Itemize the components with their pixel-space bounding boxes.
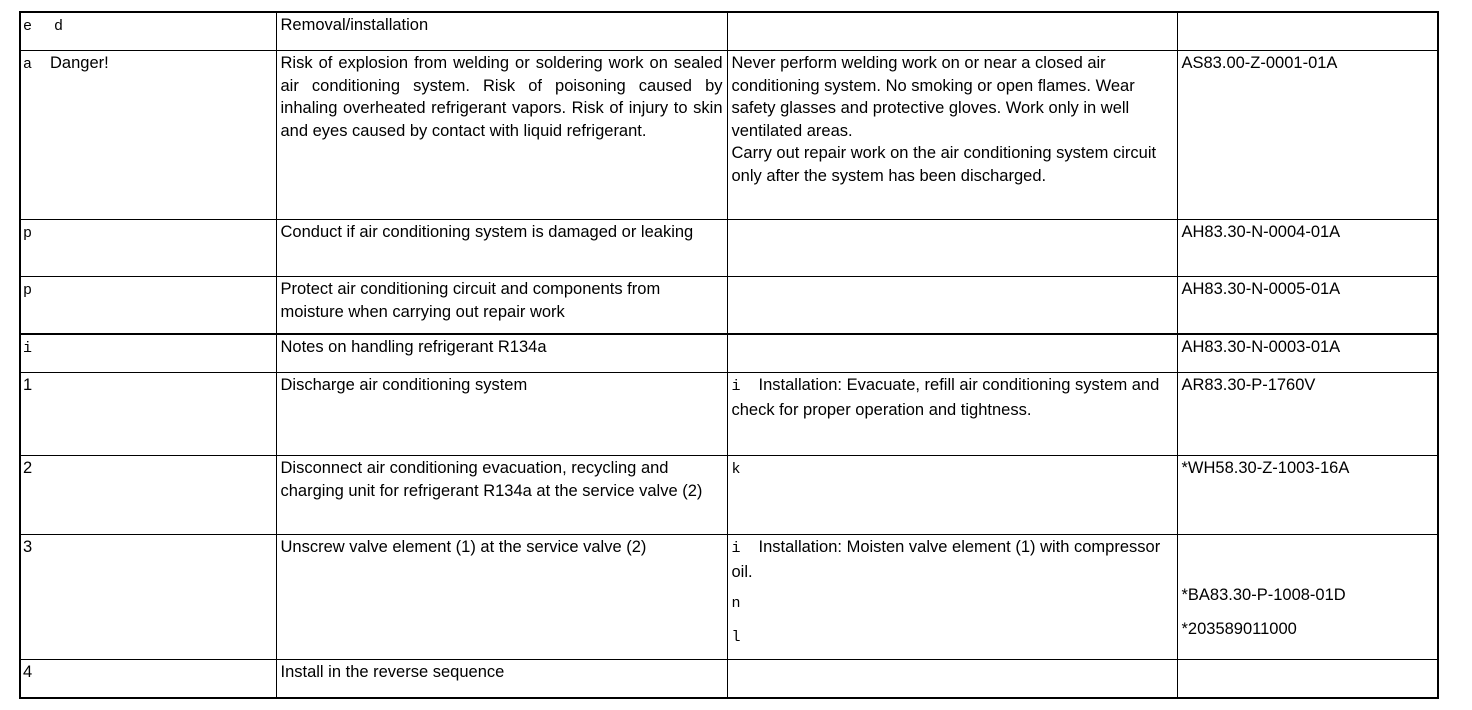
header-symbol-cell: [20, 12, 276, 51]
step-row-4: [20, 660, 1438, 699]
sub-item: [732, 591, 1173, 659]
note-row: [20, 277, 1438, 335]
info-empty-cell: [727, 334, 1177, 373]
danger-label: Danger!: [50, 54, 109, 72]
step-text: Unscrew valve element (1) at the service valve (2): [276, 535, 727, 660]
installation-label: Installation:: [758, 376, 842, 394]
note-symbol-cell: [20, 277, 276, 335]
note-row: [20, 220, 1438, 277]
removal-symbol-icon: e: [23, 18, 33, 35]
header-empty-cell: [727, 12, 1177, 51]
info-ref[interactable]: AH83.30-N-0003-01A: [1177, 334, 1438, 373]
step-note-text: Moisten valve element (1) with compressor oil.: [731, 538, 1161, 581]
note-ref[interactable]: AH83.30-N-0004-01A: [1177, 220, 1438, 277]
note-empty-cell: [727, 220, 1177, 277]
danger-label-cell: [20, 51, 276, 220]
special-tool-icon: l: [731, 629, 741, 646]
installation-label: Installation:: [758, 538, 842, 556]
note-text: Conduct if air conditioning system is damaged or leaking: [276, 220, 727, 277]
step-ref-cell: [1177, 535, 1438, 660]
step-note-cell: [727, 456, 1177, 535]
note-text: Protect air conditioning circuit and components from moisture when carrying out repair work: [276, 277, 727, 335]
step-text: Install in the reverse sequence: [276, 660, 727, 699]
installation-symbol-icon: d: [54, 18, 64, 35]
step-text: Discharge air conditioning system: [276, 373, 727, 456]
tightening-torque-icon: n: [731, 595, 741, 612]
step-note-cell: [727, 535, 1177, 660]
danger-measures-cell: [727, 51, 1177, 220]
step-row-3: [20, 535, 1438, 660]
step-text: Disconnect air conditioning evacuation, recycling and charging unit for refrigerant R134a at the service valve (2): [276, 456, 727, 535]
step-number: 4: [20, 660, 276, 699]
step-note-text: Evacuate, refill air conditioning system and check for proper operation and tightness.: [731, 376, 1160, 419]
note-symbol-icon: p: [23, 225, 33, 242]
step-row-2: [20, 456, 1438, 535]
workshop-equipment-icon: k: [731, 461, 741, 478]
torque-ref[interactable]: *BA83.30-P-1008-01D: [1181, 586, 1346, 604]
info-symbol-icon: i: [731, 378, 741, 395]
note-ref[interactable]: AH83.30-N-0005-01A: [1177, 277, 1438, 335]
info-symbol-icon: i: [731, 540, 741, 557]
step-note: [732, 536, 1173, 583]
info-text: Notes on handling refrigerant R134a: [276, 334, 727, 373]
info-symbol-icon: i: [23, 340, 33, 357]
tool-ref[interactable]: *203589011000: [1181, 620, 1297, 638]
danger-symbol-icon: a: [23, 56, 33, 73]
danger-ref[interactable]: AS83.00-Z-0001-01A: [1177, 51, 1438, 220]
danger-row: [20, 51, 1438, 220]
info-row: [20, 334, 1438, 373]
step-ref[interactable]: AR83.30-P-1760V: [1177, 373, 1438, 456]
danger-measure-2: Carry out repair work on the air conditioning system circuit only after the system has been discharged.: [731, 144, 1157, 185]
step-number: 1: [20, 373, 276, 456]
step-note-cell: [727, 373, 1177, 456]
danger-measure-1: Never perform welding work on or near a closed air conditioning system. No smoking or open flames. Wear safety glasses and protective gloves. Work only in well ventilated areas.: [731, 54, 1135, 140]
danger-risk-text: Risk of explosion from welding or soldering work on sealed air conditioning system. Risk of poisoning caused by inhaling overheated refrigerant vapors. Risk of injury to skin and eyes caused by contact with liquid refrigerant.: [276, 51, 727, 220]
header-title: Removal/installation: [276, 12, 727, 51]
procedure-table: [19, 11, 1439, 699]
header-row: [20, 12, 1438, 51]
step-empty-cell: [727, 660, 1177, 699]
note-symbol-icon: p: [23, 282, 33, 299]
note-empty-cell: [727, 277, 1177, 335]
step-number: 2: [20, 456, 276, 535]
step-row-1: [20, 373, 1438, 456]
step-number: 3: [20, 535, 276, 660]
header-ref-cell: [1177, 12, 1438, 51]
note-symbol-cell: [20, 220, 276, 277]
step-ref[interactable]: *WH58.30-Z-1003-16A: [1177, 456, 1438, 535]
info-symbol-cell: [20, 334, 276, 373]
step-empty-ref-cell: [1177, 660, 1438, 699]
